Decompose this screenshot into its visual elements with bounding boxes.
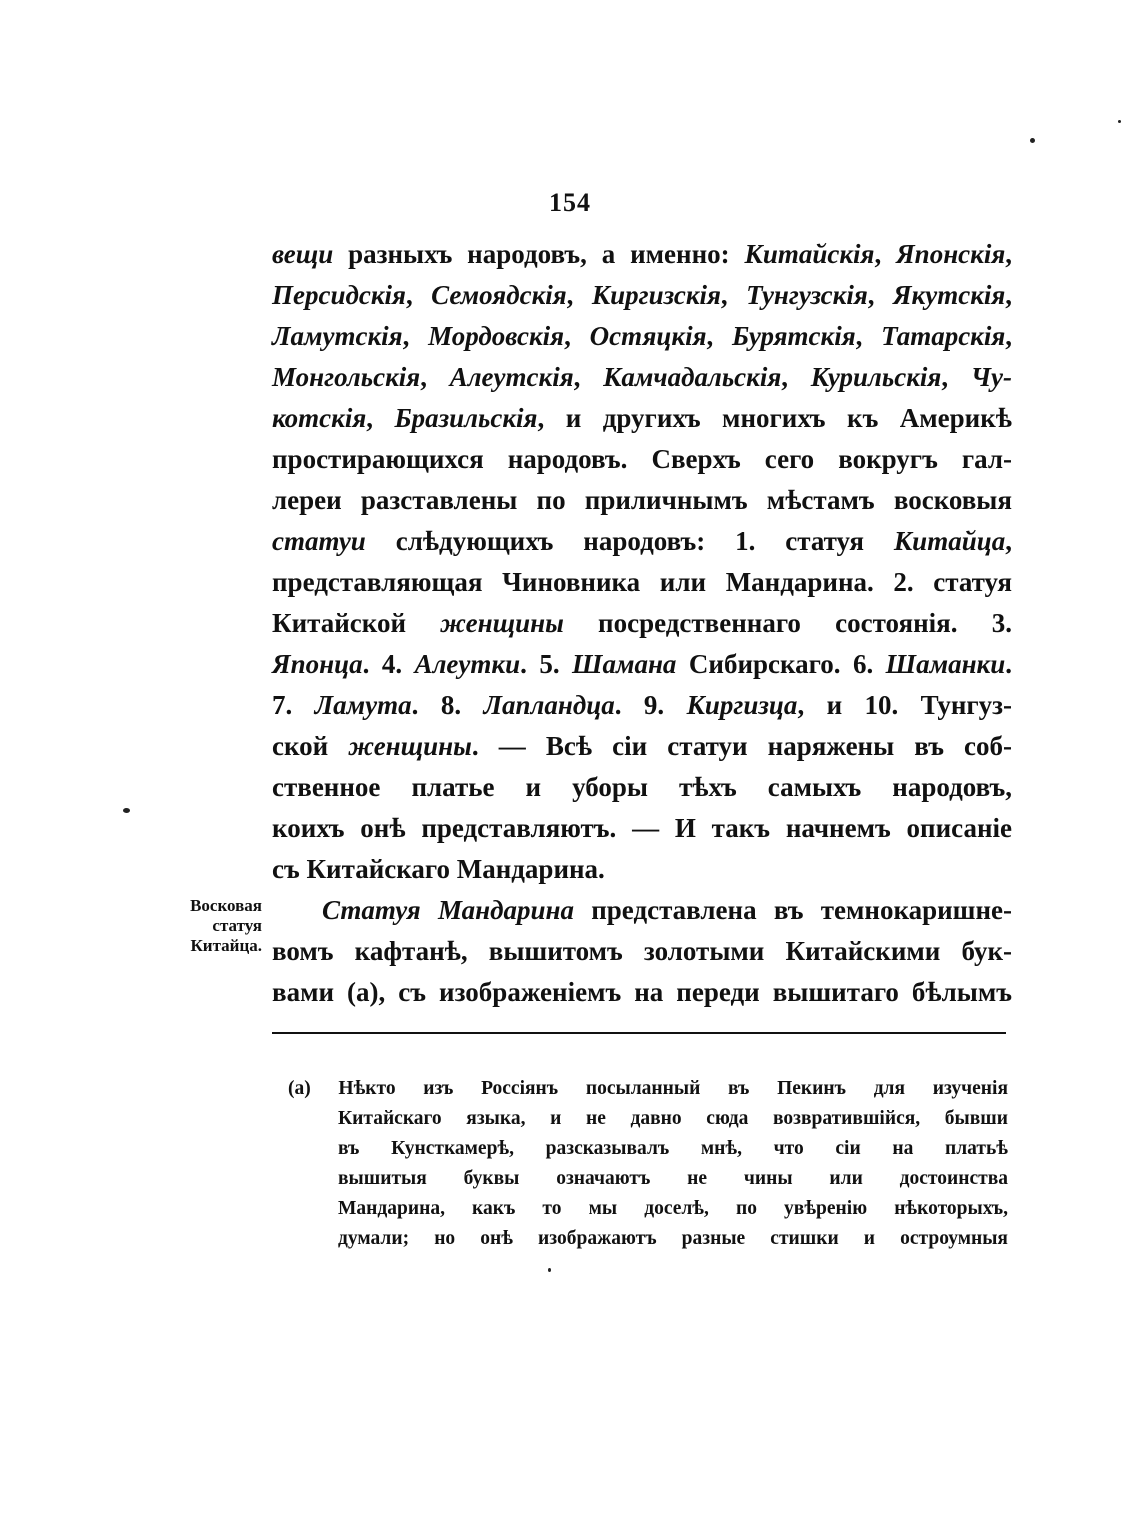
body-line [272, 275, 1012, 316]
scan-speck [1118, 120, 1121, 123]
italic-phrase: Остяцкія [589, 321, 707, 351]
italic-phrase: Ламутскія [272, 321, 403, 351]
italic-phrase: Бурятскія [732, 321, 856, 351]
text-run: . 9. [614, 690, 687, 720]
italic-phrase: Шаманки [885, 649, 1006, 679]
italic-phrase: Татарскія [881, 321, 1006, 351]
body-line [272, 439, 1012, 480]
text-run: . 8. [411, 690, 484, 720]
scan-speck [1030, 138, 1035, 143]
italic-phrase: вещи [272, 239, 334, 269]
text-run: , [874, 239, 897, 269]
italic-phrase: Якутскія [892, 280, 1006, 310]
body-line [272, 972, 1012, 1013]
margin-note [150, 896, 262, 956]
text-run: , [405, 280, 432, 310]
italic-phrase: Шамана [572, 649, 677, 679]
body-line [272, 890, 1012, 931]
text-run: , [366, 403, 395, 433]
italic-phrase: Японца [272, 649, 363, 679]
italic-phrase: Статуя Мандарина [322, 895, 574, 925]
body-line [272, 480, 1012, 521]
text-run: , [706, 321, 733, 351]
text-run: Китайской [272, 608, 441, 638]
italic-phrase: Бразильскія [394, 403, 538, 433]
text-run: . — Всѣ сіи статуи наряжены въ соб- [471, 731, 1012, 761]
italic-phrase: Ламута [314, 690, 412, 720]
body-line [272, 316, 1012, 357]
margin-note-line: Восковая [190, 896, 262, 915]
body-line [272, 849, 1012, 890]
text-run: , [564, 321, 590, 351]
italic-phrase: Китайца [893, 526, 1006, 556]
text-run: лереи разставлены по приличнымъ мѣстамъ восковыя [272, 485, 1012, 515]
italic-phrase: Японскія [896, 239, 1006, 269]
text-run: , [1005, 526, 1012, 556]
body-line [272, 808, 1012, 849]
italic-phrase: Киргизскія [591, 280, 721, 310]
text-run: , [1005, 239, 1013, 269]
text-run: вами (а), съ изображеніемъ на переди вышитаго бѣлымъ [272, 977, 1012, 1007]
text-run: , [941, 362, 971, 392]
text-run: съ Китайскаго Мандарина. [272, 854, 605, 884]
body-line [272, 685, 1012, 726]
italic-phrase: Лапландца [483, 690, 615, 720]
body-line [272, 521, 1012, 562]
text-run: . 5. [520, 649, 573, 679]
italic-phrase: Киргизца [686, 690, 798, 720]
margin-note-line: Китайца. [190, 936, 262, 955]
text-run: , и 10. Тунгуз- [797, 690, 1013, 720]
italic-phrase: Камчадальскія [603, 362, 782, 392]
text-run: слѣдующихъ народовъ: 1. статуя [365, 526, 894, 556]
footnote-line: думали; но онѣ изображаютъ разные стишки и остроумныя [338, 1228, 1008, 1249]
body-line [272, 644, 1012, 685]
italic-phrase: Монгольскія [272, 362, 421, 392]
margin-note-line: статуя [212, 916, 262, 935]
body-line [272, 931, 1012, 972]
footnote-line: (а) Нѣкто изъ Россіянъ посыланный въ Пекинъ для изученія [288, 1078, 1008, 1099]
footnote-separator-rule [272, 1032, 1006, 1034]
text-run: , [1005, 321, 1013, 351]
italic-phrase: Тунгузскія [746, 280, 868, 310]
italic-phrase: Чу- [970, 362, 1013, 392]
text-run: простирающихся народовъ. Сверхъ сего вокругъ гал- [272, 444, 1012, 474]
italic-phrase: котскія [272, 403, 367, 433]
text-run: , [573, 362, 604, 392]
italic-phrase: Алеутки [414, 649, 521, 679]
italic-phrase: Курильскія [810, 362, 942, 392]
text-run: коихъ онѣ представляютъ. — И такъ начнемъ описаніе [272, 813, 1012, 843]
text-run: ственное платье и уборы тѣхъ самыхъ народовъ, [272, 772, 1012, 802]
scan-speck [123, 808, 130, 813]
page-number: 154 [549, 188, 591, 217]
body-line [272, 562, 1012, 603]
body-line [272, 603, 1012, 644]
italic-phrase: женщины [348, 731, 472, 761]
text-run: разныхъ народовъ, а именно: [333, 239, 745, 269]
body-text [272, 234, 1012, 1013]
text-run: , [566, 280, 592, 310]
text-run: представлена въ темнокаришне- [573, 895, 1012, 925]
text-run: . [1005, 649, 1013, 679]
footnote-line: Китайскаго языка, и не давно сюда возвратившійся, бывши [338, 1108, 1008, 1129]
text-run: , [420, 362, 450, 392]
text-run: посредственнаго состоянія. 3. [563, 608, 1012, 638]
italic-phrase: женщины [440, 608, 564, 638]
text-run: вомъ кафтанѣ, вышитомъ золотыми Китайскими бук- [272, 936, 1012, 966]
body-line [272, 767, 1012, 808]
scan-speck [548, 1268, 551, 1272]
text-run: , [1005, 280, 1013, 310]
text-run: , и другихъ многихъ къ Америкѣ [537, 403, 1013, 433]
italic-phrase: Персидскія [272, 280, 406, 310]
text-run: , [867, 280, 893, 310]
text-run: представляющая Чиновника или Мандарина. 2. статуя [272, 567, 1012, 597]
text-run: 7. [272, 690, 315, 720]
italic-phrase: Алеутскія [449, 362, 574, 392]
body-line [272, 398, 1012, 439]
italic-phrase: Китайскія [744, 239, 875, 269]
body-line [272, 234, 1012, 275]
text-run: , [402, 321, 429, 351]
text-run: Сибирскаго. 6. [676, 649, 886, 679]
footnote-line: вышитыя буквы означаютъ не чины или достоинства [338, 1168, 1008, 1189]
italic-phrase: статуи [272, 526, 366, 556]
text-run: , [720, 280, 747, 310]
text-run: . 4. [362, 649, 415, 679]
footnote [288, 1074, 1008, 1254]
text-run: , [781, 362, 811, 392]
body-line [272, 357, 1012, 398]
text-run: ской [272, 731, 349, 761]
footnote-line: въ Кунсткамерѣ, разсказывалъ мнѣ, что сіи на платьѣ [338, 1138, 1008, 1159]
italic-phrase: Мордовскія [428, 321, 565, 351]
text-run: , [855, 321, 882, 351]
italic-phrase: Семоядскія [431, 280, 567, 310]
body-line [272, 726, 1012, 767]
footnote-line: Мандарина, какъ то мы доселѣ, по увѣренію нѣкоторыхъ, [338, 1198, 1008, 1219]
